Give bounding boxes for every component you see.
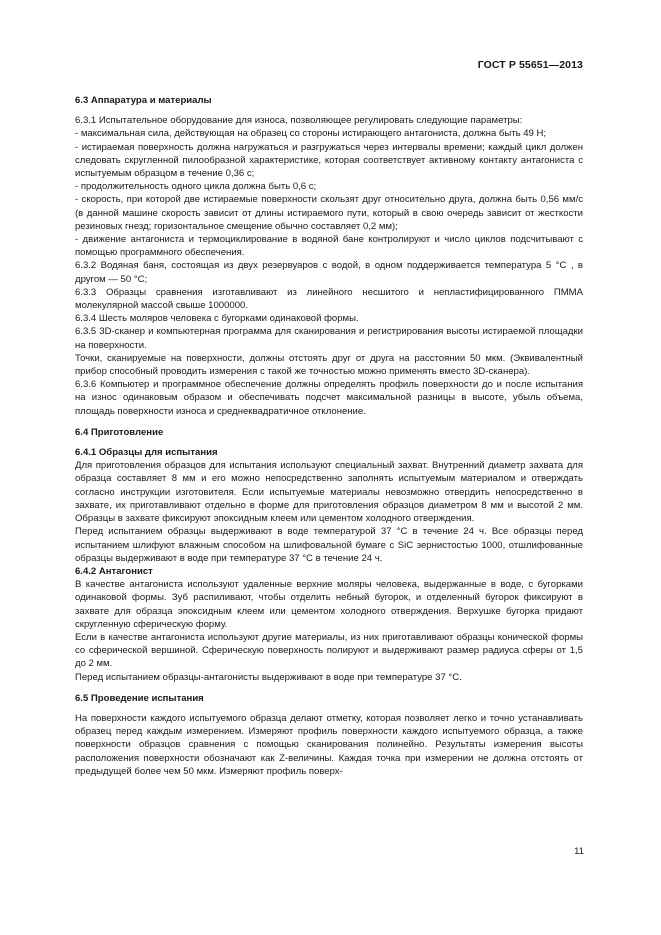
bullet-max-force: - максимальная сила, действующая на образец со стороны истирающего антагониста, должна быть 49 Н; <box>75 128 547 140</box>
paragraph-antagonist-conditioning: Перед испытанием образцы-антагонисты выдерживают в воде при температуре 37 °С. <box>75 671 462 683</box>
paragraph-6-3-4: 6.3.4 Шесть моляров человека с бугорками одинаковой формы. <box>75 313 359 325</box>
paragraph-6-3-1: 6.3.1 Испытательное оборудование для износа, позволяющее регулировать следующие параметры: <box>75 115 523 127</box>
section-6-4-title: 6.4 Приготовление <box>75 426 164 438</box>
subsection-6-4-2-title: 6.4.2 Антагонист <box>75 565 153 577</box>
section-6-5-title: 6.5 Проведение испытания <box>75 692 204 704</box>
bullet-cycle-duration: - продолжительность одного цикла должна быть 0,6 с; <box>75 181 317 193</box>
paragraph-6-3-3: 6.3.3 Образцы сравнения изготавливают из линейного несшитого и непластифицированного ПММА молекулярной массой свыше 1000000. <box>75 286 583 312</box>
page-number: 11 <box>574 846 584 857</box>
paragraph-antagonist-other-materials: Если в качестве антагониста используют другие материалы, из них приготавливают образцы конической формы со сферической вершиной. Сферическую поверхность полируют и выдерживают размер радиуса сферы от 1,5 до 2 мм. <box>75 631 583 670</box>
paragraph-6-3-2: 6.3.2 Водяная баня, состоящая из двух резервуаров с водой, в одном поддерживается температура 5 °С , в другом — 50 °С; <box>75 260 583 285</box>
bullet-sliding-speed: - скорость, при которой две истираемые поверхности скользят друг относительно друга, должна быть 0,56 мм/с (в данной машине скорость зависит от длины истираемого пути, который в свою очередь зависит от жесткости резиновых гнезд; горизонтальное смещение обычно составляет 0,2 мм); <box>75 194 583 232</box>
paragraph-specimen-conditioning: Перед испытанием образцы выдерживают в воде температурой 37 °С в течение 24 ч. Все образцы перед испытанием шлифуют влажным способом на шлифовальной бумаге с SiC зернистостью 1000, отшлифованные образцы выдерживают в воде при температуре 37 °С в течение 24 ч. <box>75 526 583 564</box>
paragraph-6-3-6: 6.3.6 Компьютер и программное обеспечение должны определять профиль поверхности до и после испытания на износ одинаковым образом и обеспечивать подсчет максимальной разницы в высоте, убыль объема, площадь поверхности износа и среднеквадратичное отклонение. <box>75 379 583 417</box>
paragraph-6-3-5: 6.3.5 3D-сканер и компьютерная программа для сканирования и регистрирования высоты истираемой площадки на поверхности. <box>75 326 583 351</box>
paragraph-antagonist-teeth: В качестве антагониста используют удаленные верхние моляры человека, выдержанные в воде, с бугорками одинаковой формы. Зуб распиливают, чтобы отделить небный бугорок, и отделенный бугорок фиксируют в захвате для образца эпоксидным клеем или цементом холодного отверждения. Верхушке бугорка придают скругленную сферическую форму. <box>75 579 583 630</box>
paragraph-test-procedure: На поверхности каждого испытуемого образца делают отметку, которая позволяет легко и точно устанавливать образец перед каждым измерением. Измеряют профиль поверхности каждого испытуемого образца, а также поверхности образцов сравнения с помощью сканирования полинейно. Результаты измерения высоты расположения поверхности обозначают как Z-величины. Каждая точка при измерении не должна отстоять от предыдущей более чем 50 мкм. Измеряют профиль поверх- <box>75 712 583 777</box>
section-6-3-title: 6.3 Аппаратура и материалы <box>75 95 212 106</box>
bullet-software-control: - движение антагониста и термоциклирование в водяной бане контролируют и число циклов подсчитывают с помощью программного обеспечения. <box>75 234 583 259</box>
paragraph-specimen-preparation: Для приготовления образцов для испытания используют специальный захват. Внутренний диаметр захвата для образца составляет 8 мм и его можно непосредственно заполнять испытуемым материалом и отверждать согласно инструкции изготовителя. Если испытуемые материалы невозможно отвердить непосредственно в захвате, их приготавливают отдельно в форме для приготовления образцов диаметром 8 мм и высотой 2 мм. Образцы в захвате фиксируют эпоксидным клеем или цементом холодного отверждения. <box>75 460 583 525</box>
subsection-6-4-1-title: 6.4.1 Образцы для испытания <box>75 447 218 459</box>
paragraph-scan-points: Точки, сканируемые на поверхности, должны отстоять друг от друга на расстоянии 50 мкм. (Эквивалентный прибор способный проводить измерения с такой же точностью можно применять вместо 3D-сканера). <box>75 352 583 378</box>
document-body <box>75 94 583 778</box>
bullet-loading-cycle: - истираемая поверхность должна нагружаться и разгружаться через интервалы времени; каждый цикл должен следовать скругленной пилообразной характеристике, которая соответствует активному контакту антагониста с испытуемым образцом в течение 0,36 с; <box>75 141 583 180</box>
document-header-id: ГОСТ Р 55651—2013 <box>477 59 583 71</box>
